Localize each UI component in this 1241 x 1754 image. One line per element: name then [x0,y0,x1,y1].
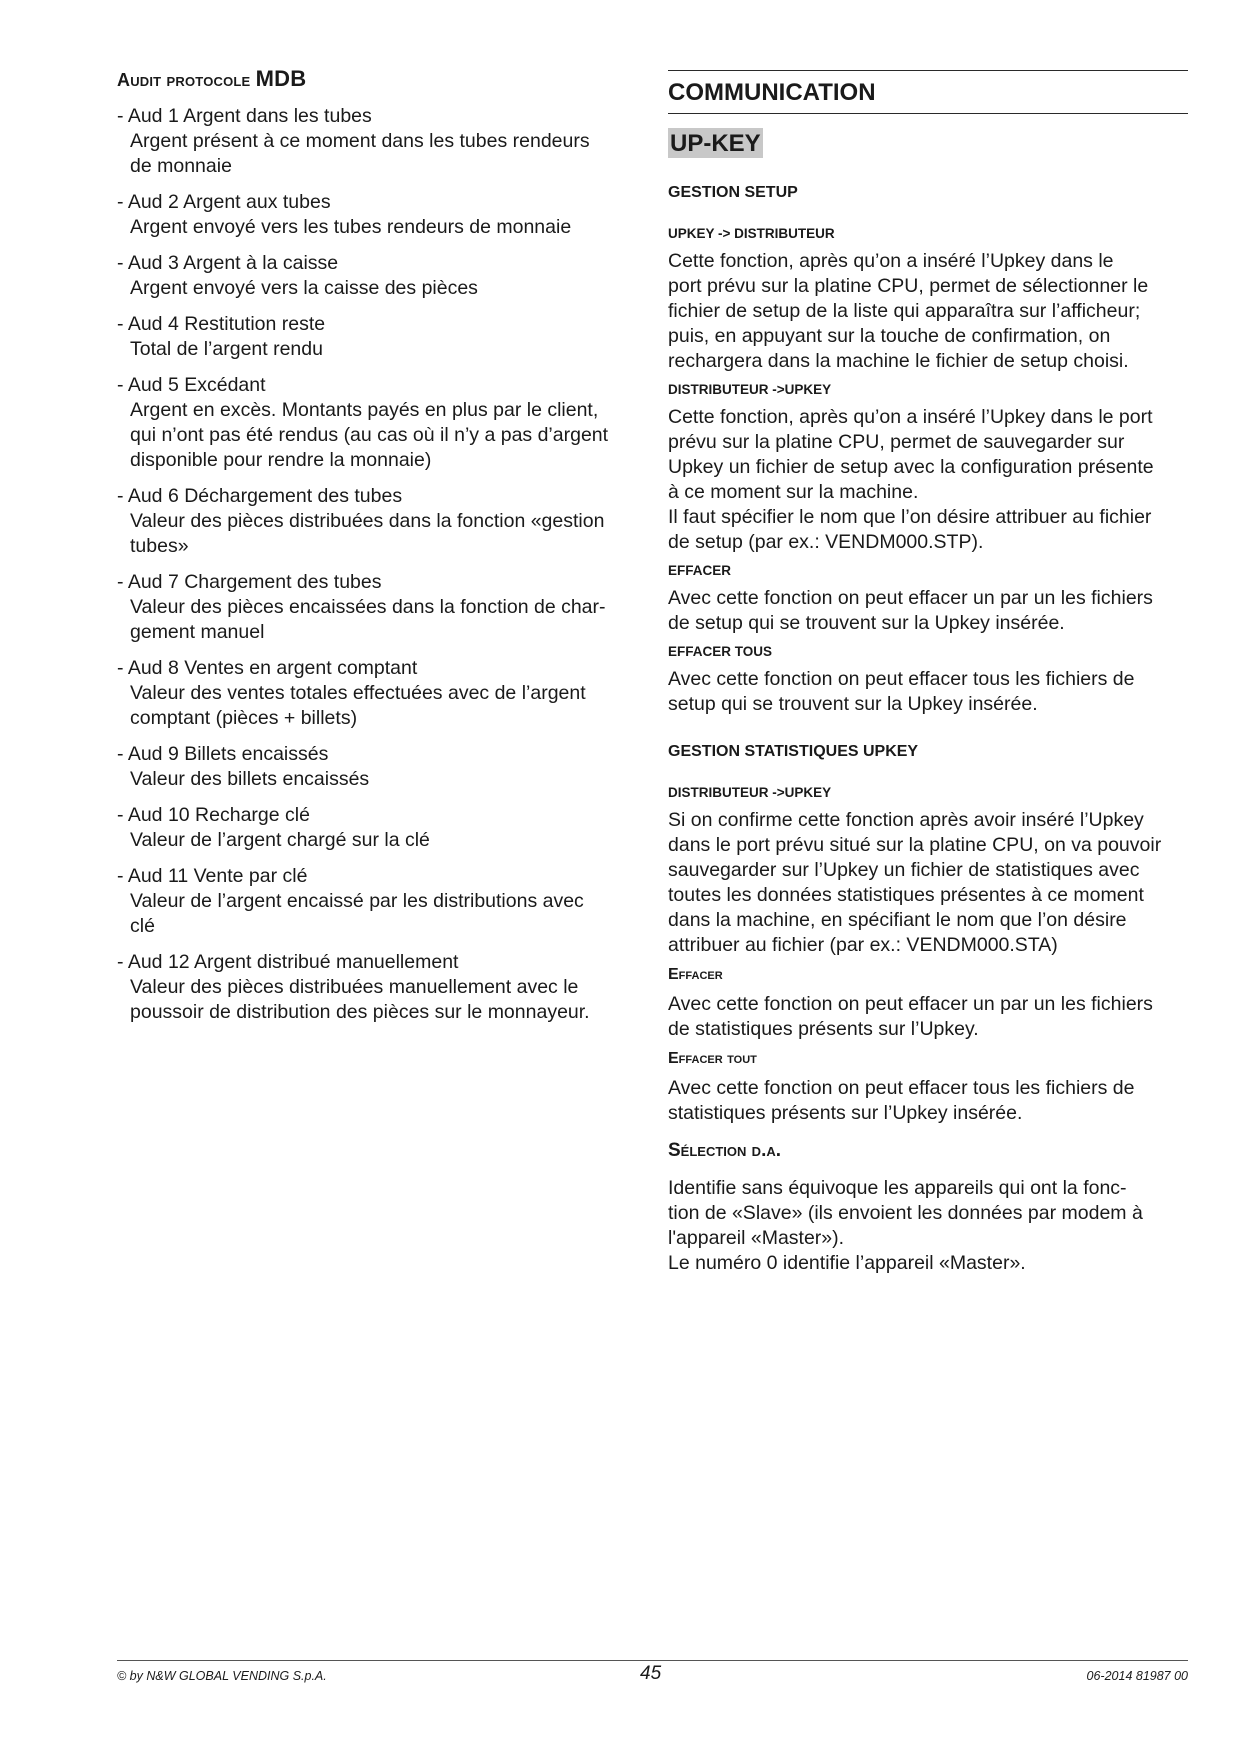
audit-item-title: - Aud 8 Ventes en argent comptant [117,657,418,679]
effacer-heading: EFFACER [668,563,732,578]
audit-item [117,864,637,939]
paragraph-line: setup qui se trouvent sur la Upkey insérée. [668,693,1038,715]
paragraph-line: puis, en appuyant sur la touche de confirmation, on [668,325,1111,347]
paragraph-line: de statistiques présents sur l’Upkey. [668,1018,979,1040]
audit-item [117,570,637,645]
audit-item [117,656,637,731]
audit-item-description: tubes» [130,535,189,557]
audit-item-title: - Aud 7 Chargement des tubes [117,571,382,593]
audit-item [117,373,637,473]
paragraph-line: de setup qui se trouvent sur la Upkey insérée. [668,612,1065,634]
audit-item-title: - Aud 11 Vente par clé [117,865,308,887]
audit-item-title: - Aud 2 Argent aux tubes [117,191,331,213]
audit-item [117,104,637,179]
paragraph-distrib-to-upkey-stat [668,808,1188,958]
audit-item-title: - Aud 4 Restitution reste [117,313,326,335]
paragraph-line: tion de «Slave» (ils envoient les données par modem à [668,1202,1143,1224]
paragraph-upkey-to-distrib [668,249,1188,374]
audit-item [117,251,637,301]
audit-item-description: qui n’ont pas été rendus (au cas où il n’y a pas d’argent [130,424,609,446]
paragraph-line: attribuer au fichier (par ex.: VENDM000.STA) [668,934,1058,956]
paragraph-line: port prévu sur la platine CPU, permet de sélectionner le [668,275,1149,297]
audit-item [117,312,637,362]
paragraph-line: Avec cette fonction on peut effacer un par un les fichiers [668,587,1153,609]
paragraph-distrib-to-upkey [668,405,1188,555]
audit-item-description: Argent envoyé vers la caisse des pièces [130,277,478,299]
distrib-to-upkey-heading: DISTRIBUTEUR ->UPKEY [668,382,832,397]
distrib-to-upkey-stat-heading: DISTRIBUTEUR ->UPKEY [668,785,832,800]
audit-item-description: Valeur des pièces distribuées dans la fonction «gestion [130,510,605,532]
audit-item-description: Valeur des ventes totales effectuées avec de l’argent [130,682,586,704]
audit-item-title: - Aud 9 Billets encaissés [117,743,329,765]
audit-item-description: Argent envoyé vers les tubes rendeurs de monnaie [130,216,572,238]
left-column [117,66,637,1036]
paragraph-line: sauvegarder sur l’Upkey un fichier de statistiques avec [668,859,1140,881]
paragraph-effacer-stat [668,992,1188,1042]
audit-item-description: disponible pour rendre la monnaie) [130,449,432,471]
selection-heading: Sélection d.a. [668,1140,782,1161]
footer-doc-code: 06-2014 81987 00 [1086,1669,1188,1683]
audit-item-description: clé [130,915,155,937]
paragraph-line: rechargera dans la machine le fichier de setup choisi. [668,350,1129,372]
audit-item-title: - Aud 3 Argent à la caisse [117,252,339,274]
audit-item-description: poussoir de distribution des pièces sur le monnayeur. [130,1001,590,1023]
audit-item-description: Argent en excès. Montants payés en plus par le client, [130,399,599,421]
paragraph-line: dans la machine, en spécifiant le nom que l’on désire [668,909,1127,931]
communication-heading: COMMUNICATION [668,71,1188,114]
gestion-stat-heading: GESTION STATISTIQUES UPKEY [668,743,919,760]
audit-item-description: Valeur des pièces encaissées dans la fonction de char- [130,596,606,618]
paragraph-line: à ce moment sur la machine. [668,481,919,503]
audit-title-mdb: MDB [255,66,307,91]
paragraph-effacer [668,586,1188,636]
audit-item-title: - Aud 10 Recharge clé [117,804,310,826]
audit-list [117,104,637,1025]
audit-item-title: - Aud 12 Argent distribué manuellement [117,951,459,973]
audit-item [117,742,637,792]
paragraph-line: Identifie sans équivoque les appareils qui ont la fonc- [668,1177,1127,1199]
page-footer [117,1660,1188,1684]
audit-item [117,803,637,853]
gestion-setup-heading: GESTION SETUP [668,184,798,201]
paragraph-line: fichier de setup de la liste qui apparaîtra sur l’afficheur; [668,300,1141,322]
paragraph-line: prévu sur la platine CPU, permet de sauvegarder sur [668,431,1125,453]
paragraph-line: l'appareil «Master»). [668,1227,845,1249]
audit-item-description: Valeur des pièces distribuées manuellement avec le [130,976,579,998]
paragraph-line: Si on confirme cette fonction après avoir inséré l’Upkey [668,809,1144,831]
paragraph-line: Cette fonction, après qu’on a inséré l’Upkey dans le port [668,406,1153,428]
audit-item-description: gement manuel [130,621,265,643]
audit-item-title: - Aud 5 Excédant [117,374,266,396]
paragraph-line: Cette fonction, après qu’on a inséré l’Upkey dans le [668,250,1114,272]
paragraph-line: dans le port prévu situé sur la platine CPU, on va pouvoir [668,834,1162,856]
effacer-stat-heading: Effacer [668,966,723,983]
audit-item [117,190,637,240]
footer-copyright: © by N&W GLOBAL VENDING S.p.A. [117,1669,327,1683]
paragraph-line: Avec cette fonction on peut effacer tous les fichiers de [668,668,1135,690]
audit-title [117,66,637,92]
audit-item-description: Valeur de l’argent encaissé par les distributions avec [130,890,584,912]
paragraph-line: de setup (par ex.: VENDM000.STP). [668,531,984,553]
paragraph-selection [668,1176,1188,1276]
audit-item-title: - Aud 1 Argent dans les tubes [117,105,372,127]
paragraph-line: Upkey un fichier de setup avec la configuration présente [668,456,1154,478]
upkey-to-distrib-heading: UPKEY -> DISTRIBUTEUR [668,226,835,241]
paragraph-line: Le numéro 0 identifie l’appareil «Master». [668,1252,1026,1274]
audit-item [117,484,637,559]
audit-item-description: Total de l’argent rendu [130,338,323,360]
audit-item-description: de monnaie [130,155,232,177]
upkey-heading: UP-KEY [670,130,761,157]
paragraph-line: Il faut spécifier le nom que l’on désire attribuer au fichier [668,506,1152,528]
effacer-tous-heading: EFFACER TOUS [668,644,773,659]
paragraph-line: Avec cette fonction on peut effacer tous les fichiers de [668,1077,1135,1099]
audit-item-description: Valeur des billets encaissés [130,768,370,790]
paragraph-effacer-tout [668,1076,1188,1126]
paragraph-line: statistiques présents sur l’Upkey insérée. [668,1102,1023,1124]
page-number: 45 [640,1663,662,1684]
effacer-tout-heading: Effacer tout [668,1050,757,1067]
audit-item-description: Valeur de l’argent chargé sur la clé [130,829,430,851]
audit-item-description: comptant (pièces + billets) [130,707,358,729]
paragraph-effacer-tous [668,667,1188,717]
right-column [668,70,1188,1276]
paragraph-line: toutes les données statistiques présentes à ce moment [668,884,1144,906]
paragraph-line: Avec cette fonction on peut effacer un par un les fichiers [668,993,1153,1015]
audit-item [117,950,637,1025]
audit-title-text: Audit protocole [117,70,256,90]
audit-item-description: Argent présent à ce moment dans les tubes rendeurs [130,130,590,152]
audit-item-title: - Aud 6 Déchargement des tubes [117,485,403,507]
